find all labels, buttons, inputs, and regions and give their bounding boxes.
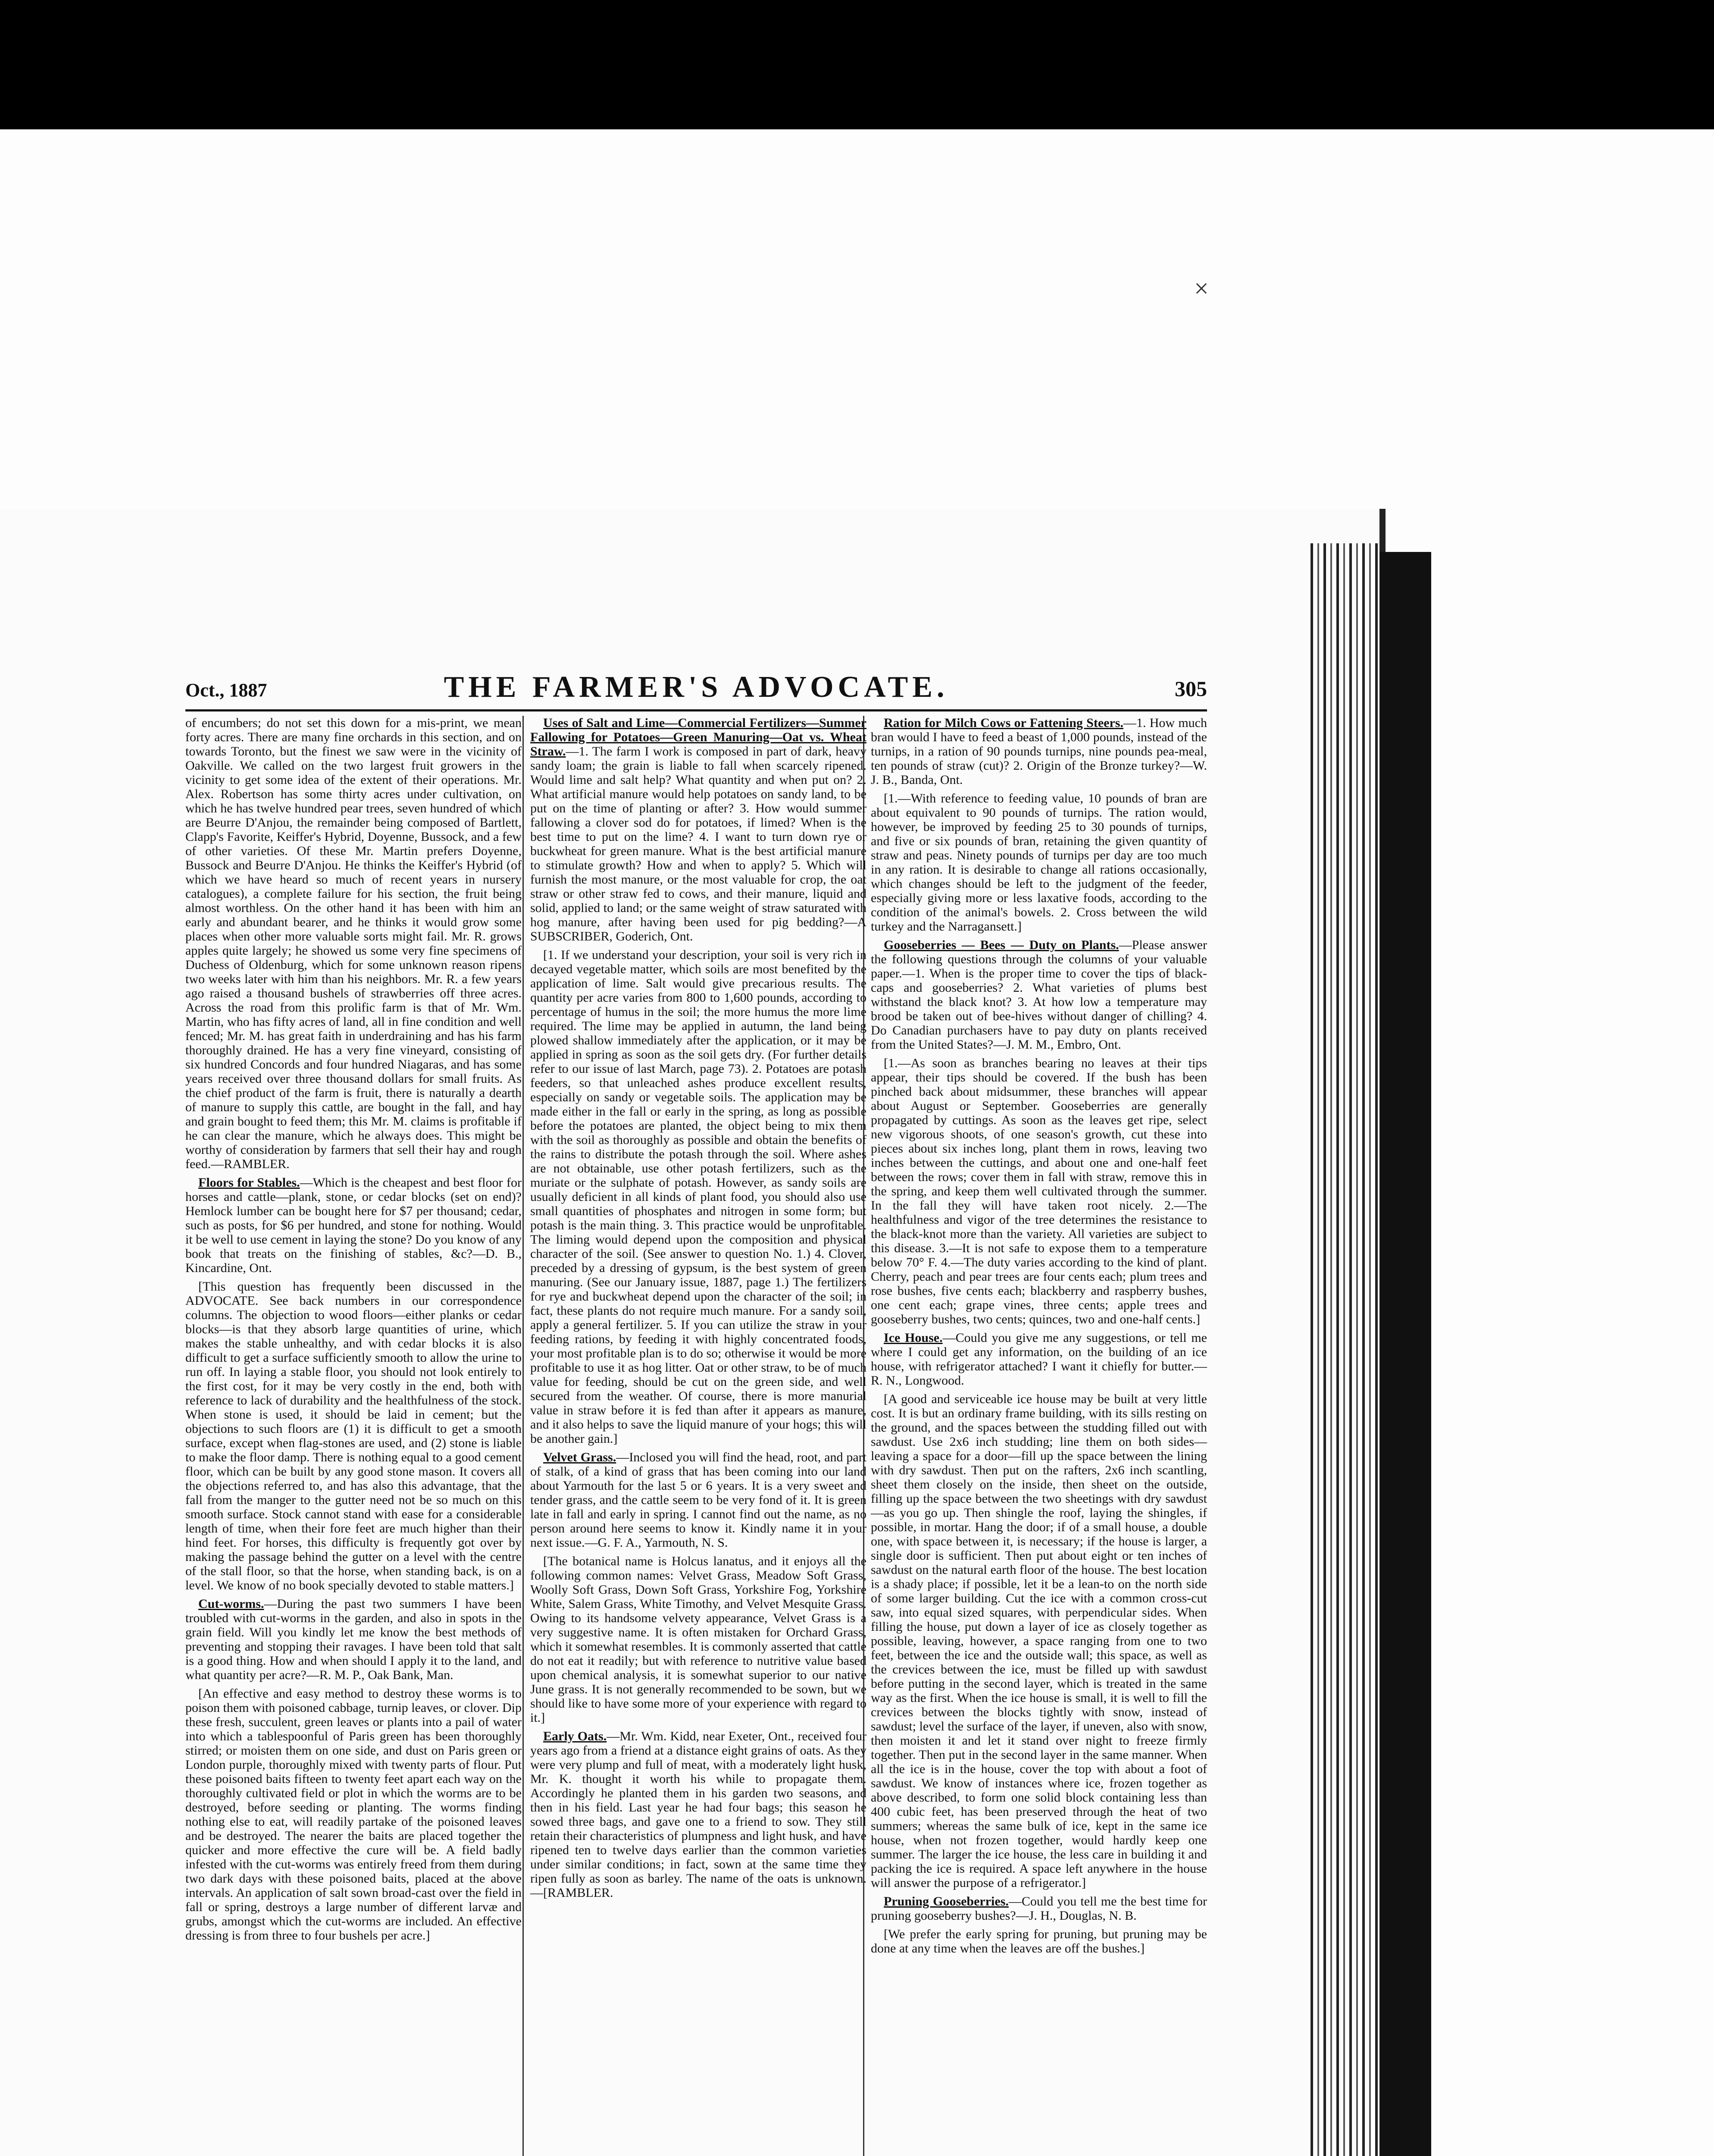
article-query — [871, 938, 1207, 1052]
article-reply: [A good and serviceable ice house may be built at very little cost. It is but an ordinary frame building, with its sills resting on the ground, and the spaces between the studding filled out with sawdust. Use 2x6 inch studding; line them on both sides—leaving a space for a door—fill up the space between the lining with dry sawdust. Then put on the rafters, 2x6 inch scantling, sheet them closely on the inside, then sheet on the outside, filling up the space between the two sheetings with dry sawdust—as you go up. Then shingle the roof, laying the shingles, if possible, in mortar. Hang the door; if of a small house, a double one, with space between it, is necessary; if the house is larger, a single door is sufficient. Then put about eight or ten inches of sawdust on the natural earth floor of the house. The best location is a shady place; if possible, let it be a lean-to on the north side of some larger building. Cut the ice with a common cross-cut saw, into equal sized squares, with perpendicular sides. When filling the house, put down a layer of ice as closely together as possible, leaving, however, a space ranging from one to two feet, between the ice and the outside wall; this space, as well as the crevices between the ice, must be filled up with sawdust before putting in the second layer, which is treated in the same way as the first. When the ice house is small, it is well to fill the crevices between the blocks tightly with snow, instead of sawdust; level the surface of the layer, if uneven, also with snow, then moisten it and let it stand over night to freeze firmly together. Then put in the second layer in the same manner. When all the ice is in the house, cover the top with about a foot of sawdust. We know of instances where ice, frozen together as above described, to form one solid block containing less than 400 cubic feet, has been preserved through the heat of two summers; whereas the same bulk of ice, kept in the same ice house, when not frozen together, would hardly keep one summer. The larger the ice house, the less care in building it and packing the ice is required. A space left anywhere in the house will answer the purpose of a refrigerator.] — [871, 1392, 1207, 1890]
article-text: —1. The farm I work is composed in part of dark, heavy sandy loam; the grain is liable to fall when scarcely ripened. Would lime and salt help? What quantity and when put on? 2. What artificial manure would help potatoes on sandy land, to be put on the time of planting or after? 3. How would summer fallowing a clover sod do for potatoes, if limed? When is the best time to put on the lime? 4. I want to turn down rye or buckwheat for green manure. What is the best artificial manure to stimulate growth? How and when to apply? 5. Which will furnish the most manure, or the most valuable for crop, the oat straw or other straw fed to cows, and their manure, liquid and solid, applied to land; or the same weight of straw saturated with hog manure, after having been used for pig bedding?—A SUBSCRIBER, Goderich, Ont. — [530, 744, 866, 943]
article-reply: [This question has frequently been discussed in the ADVOCATE. See back numbers in our correspondence columns. The objection to wood floors—either planks or cedar blocks—is that they absorb large quantities of urine, which makes the stable unhealthy, and with cedar blocks it is also difficult to get a surface sufficiently smooth to allow the urine to run off. In laying a stable floor, you should not look entirely to the first cost, for it may be very costly in the end, both with reference to lack of durability and the healthfulness of the stock. When stone is used, it should be laid in cement; but the objections to such floors are (1) it is difficult to get a smooth surface, except when flag-stones are used, and (2) stone is liable to make the floor damp. There is nothing equal to a good cement floor, which can be built by any good stone mason. It covers all the objections referred to, and has also this advantage, that the fall from the manger to the gutter need not be so much on this smooth surface. Stock cannot stand with ease for a considerable length of time, when their fore feet are much higher than their hind feet. For horses, this difficulty is frequently got over by making the passage behind the gutter on a level with the centre of the stall floor, so that the horse, when standing back, is on a level. We know of no book specially devoted to stable matters.] — [185, 1279, 522, 1592]
page-header — [185, 660, 1207, 707]
article-query — [185, 1597, 522, 1682]
masthead-title: THE FARMER'S ADVOCATE. — [444, 671, 949, 704]
article-query — [871, 1331, 1207, 1388]
article-text: —1. How much bran would I have to feed a beast of 1,000 pounds, instead of the turnips, in a ration of 90 pounds turnips, nine pounds pea-meal, ten pounds of straw (cut)? 2. Origin of the Bronze turkey?—W. J. B., Banda, Ont. — [871, 716, 1207, 787]
article-reply: [1. If we understand your description, your soil is very rich in decayed vegetable matter, which soils are most benefited by the application of lime. Salt would give precarious results. The quantity per acre varies from 800 to 1,600 pounds, according to percentage of humus in the soil; the more humus the more lime required. The lime may be applied in autumn, the land being plowed shallow immediately after the application, or it may be applied in spring as soon as the soil gets dry. (For further details refer to our issue of last March, page 73). 2. Potatoes are potash feeders, so that unleached ashes produce excellent results, especially on sandy or vegetable soils. The application may be made either in the fall or early in the spring, as long as possible before the potatoes are planted, the object being to mix them with the soil as thoroughly as possible and obtain the benefits of the rains to distribute the potash through the soil. Where ashes are not obtainable, use other potash fertilizers, such as the muriate or the sulphate of potash. However, as sandy soils are usually deficient in all kinds of plant food, you should also use small quantities of phosphates and nitrogen in some form; but potash is the main thing. 3. This practice would be unprofitable. The liming would depend upon the composition and physical character of the soil. (See answer to question No. 1.) 4. Clover, preceded by a dressing of gypsum, is the best system of green manuring. (See our January issue, 1887, page 1.) The fertilizers for rye and buckwheat depend upon the character of the soil; in fact, these plants do not require much manure. For a sandy soil, apply a general fertilizer. 5. If you can utilize the straw in your feeding rations, by feeding it with highly concentrated foods, your most profitable plan is to do so; otherwise it would be more profitable to use it as hog litter. Oat or other straw, to be of much value for feeding, should be cut on the green side, and well secured from the weather. Of course, there is more manurial value in straw before it is fed than after it appears as manure, and it also helps to save the liquid manure of your hogs; this will be another gain.] — [530, 948, 866, 1446]
page-number: 305 — [1175, 677, 1207, 701]
article-heading: Uses of Salt and Lime—Commercial Fertilizers—Summer Fallowing for Potatoes—Green Manuring—Oat vs. Wheat Straw. — [530, 716, 866, 758]
article-reply: [1.—As soon as branches bearing no leaves at their tips appear, their tips should be covered. If the bush has been pinched back about midsummer, these branches will appear about August or September. Gooseberries are generally propagated by cuttings. As soon as the leaves get ripe, select new vigorous shoots, of one season's growth, cut these into pieces about six inches long, plant them in rows, leaving two inches between the cuttings, and about one and one-half feet between the rows; cover them in fall with straw, remove this in the spring, and keep them well cultivated through the summer. In the fall they will have taken root nicely. 2.—The healthfulness and vigor of the tree determines the resistance to the black-knot more than the variety. All varieties are subject to this disease. 3.—It is not safe to expose them to a temperature below 70° F. 4.—The duty varies according to the kind of plant. Cherry, peach and pear trees are four cents each; plum trees and rose bushes, five cents each; blackberry and raspberry bushes, one cent each; grape vines, three cents; apple trees and gooseberry bushes, two cents; quinces, two and one-half cents.] — [871, 1056, 1207, 1326]
article-query — [530, 1450, 866, 1550]
page-edges — [1311, 543, 1379, 2156]
article-reply: [The botanical name is Holcus lanatus, and it enjoys all the following common names: Velvet Grass, Meadow Soft Grass, Woolly Soft Grass, Down Soft Grass, Yorkshire Fog, Yorkshire White, Salem Grass, White Timothy, and Velvet Mesquite Grass. Owing to its handsome velvety appearance, Velvet Grass is a very suggestive name. It is often mistaken for Orchard Grass, which it somewhat resembles. It is commonly asserted that cattle do not eat it readily; but with reference to nutritive value based upon chemical analysis, it is somewhat superior to our native June grass. It is not generally recommended to be sown, but we should like to have some more of your experience with regard to it.] — [530, 1554, 866, 1725]
book-cover-edge — [1379, 552, 1431, 2156]
article-reply: [1.—With reference to feeding value, 10 pounds of bran are about equivalent to 90 pounds of turnips. The ration would, however, be improved by feeding 25 to 30 pounds of turnips, and five or six pounds of bran, retaining the given quantity of straw and peas. Ninety pounds of turnips per day are too much in any ration. It is desirable to change all rations occasionally, which changes should be left to the judgment of the feeder, especially giving more or less laxative foods, according to the condition of the animal's bowels. 2. Cross between the wild turkey and the Narragansett.] — [871, 791, 1207, 934]
issue-date: Oct., 1887 — [185, 680, 267, 701]
article-query — [871, 716, 1207, 787]
article-text: —Could you give me any suggestions, or tell me where I could get any information, on the building of an ice house, with refrigerator attached? I want it chiefly for butter.—R. N., Longwood. — [871, 1331, 1207, 1388]
article-text: —During the past two summers I have been troubled with cut-worms in the garden, and also in spots in the grain field. Will you kindly let me know the best methods of preventing and stopping their ravages. I have been told that salt is a good thing. How and when should I apply it to the land, and what quantity per acre?—R. M. P., Oak Bank, Man. — [185, 1597, 522, 1682]
article-paragraph: of encumbers; do not set this down for a mis-print, we mean forty acres. There are many fine orchards in this section, and on towards Toronto, but the finest we saw were in the vicinity of Oakville. We called on the two largest fruit growers in the vicinity to get some idea of the extent of their operations. Mr. Alex. Robertson has some thirty acres under cultivation, on which he has twelve hundred pear trees, seven hundred of which are Beurre D'Anjou, the remainder being composed of Bartlett, Clapp's Favorite, Keiffer's Hybrid, Doyenne, Bussock, and a few of other varieties. Of these Mr. Martin prefers Doyenne, Bussock and Beurre D'Anjou. He thinks the Keiffer's Hybrid (of which we have heard so much of recent years in nursery catalogues), a complete failure for his section, the fruit being almost worthless. On the other hand it has been with him an early and abundant bearer, and he thinks it would grow some places when other more valuable sorts might fail. Mr. R. grows apples quite largely; he showed us some very fine specimens of Duchess of Oldenburg, which for some unknown reason ripens two weeks later with him than his neighbors. Mr. R. a few years ago raised a thousand bushels of strawberries off three acres. Across the road from this prolific farm is that of Mr. Wm. Martin, who has fifty acres of land, all in fine condition and well fenced; Mr. M. has great faith in underdraining and has his farm thoroughly drained. He has a very fine vineyard, consisting of six hundred Concords and four hundred Niagaras, and has some years received over three thousand dollars for small fruits. As the chief product of the farm is fruit, there is naturally a dearth of manure to supply this cattle, are bought in the fall, and hay and grain bought to feed them; this Mr. M. claims is profitable if he can clear the manure, which he always does. This might be worthy of consideration by farmers that sell their hay and rough feed.—RAMBLER. — [185, 716, 522, 1171]
article-text: —Please answer the following questions through the columns of your valuable paper.—1. When is the proper time to cover the tips of black-caps and gooseberries? 2. What varieties of plums best withstand the black knot? 3. At how low a temperature may brood be taken out of bee-hives without danger of chilling? 4. Do Canadian purchasers have to pay duty on plants received from the United States?—J. M. M., Embro, Ont. — [871, 938, 1207, 1052]
column-3 — [871, 716, 1207, 1955]
article-query — [530, 1729, 866, 1900]
article-text: —Which is the cheapest and best floor for horses and cattle—plank, stone, or cedar blocks (set on end)? Hemlock lumber can be bought here for $7 per thousand; cedar, such as posts, for $6 per hundred, and stone for nothing. Would it be well to use cement in laying the stone? Do you know of any book that treats on the finishing of stables, &c?—D. B., Kincardine, Ont. — [185, 1175, 522, 1275]
article-heading: Ration for Milch Cows or Fattening Steers. — [884, 716, 1123, 730]
article-query — [871, 1894, 1207, 1923]
article-reply: [We prefer the early spring for pruning, but pruning may be done at any time when the leaves are off the bushes.] — [871, 1927, 1207, 1955]
article-heading: Early Oats. — [543, 1729, 607, 1743]
article-heading: Floors for Stables. — [198, 1175, 300, 1190]
article-heading: Pruning Gooseberries. — [884, 1894, 1009, 1908]
article-query — [530, 716, 866, 943]
header-rule — [185, 709, 1207, 711]
article-heading: Velvet Grass. — [543, 1450, 616, 1464]
column-2 — [530, 716, 866, 2156]
column-divider-1 — [522, 716, 524, 2156]
article-text: —Could you tell me the best time for pruning gooseberry bushes?—J. H., Douglas, N. B. — [871, 1894, 1207, 1923]
article-heading: Gooseberries — Bees — Duty on Plants. — [884, 938, 1119, 952]
article-query — [185, 1175, 522, 1275]
article-text: —Inclosed you will find the head, root, and part of stalk, of a kind of grass that has been coming into our land about Yarmouth for the last 5 or 6 years. It is a very sweet and tender grass, and the cattle seem to be very fond of it. It is green late in fall and early in spring. I cannot find out the name, as no person around here seems to know it. Kindly name it in your next issue.—G. F. A., Yarmouth, N. S. — [530, 1450, 866, 1550]
article-heading: Cut-worms. — [198, 1597, 264, 1611]
article-text: —Mr. Wm. Kidd, near Exeter, Ont., received four years ago from a friend at a distance eight grains of oats. As they were very plump and full of meat, with a moderately light husk, Mr. K. thought it worth his while to propagate them. Accordingly he planted them in his garden two seasons, and then in his field. Last year he had four bags; this season he sowed three bags, and gave one to a friend to sow. They still retain their characteristics of plumpness and light husk, and have ripened ten to twelve days earlier than the common varieties under similar conditions; in fact, sown at the same time they ripen fully as soon as barley. The name of the oats is unknown.—[RAMBLER. — [530, 1729, 866, 1900]
corner-mark: × — [1194, 274, 1209, 303]
article-reply: [An effective and easy method to destroy these worms is to poison them with poisoned cabbage, turnip leaves, or clover. Dip these fresh, succulent, green leaves or plants into a pail of water into which a tablespoonful of Paris green has been thoroughly stirred; or moisten them on one side, and dust on Paris green or London purple, thoroughly mixed with twenty parts of flour. Put these poisoned baits fifteen to twenty feet apart each way on the thoroughly cultivated field or plot in which the worms are to be destroyed, before seeding or planting. The worms finding nothing else to eat, will readily partake of the poisoned leaves and be destroyed. The nearer the baits are placed together the quicker and more effective the cure will be. A field badly infested with the cut-worms was entirely freed from them during two dark days with these poisoned baits, placed at the above intervals. An application of salt sown broad-cast over the field in fall or spring, destroys a large number of different larvæ and grubs, amongst which the cut-worms are included. An effective dressing is from three to four bushels per acre.] — [185, 1686, 522, 1943]
article-heading: Ice House. — [884, 1331, 943, 1345]
column-1 — [185, 716, 522, 2156]
